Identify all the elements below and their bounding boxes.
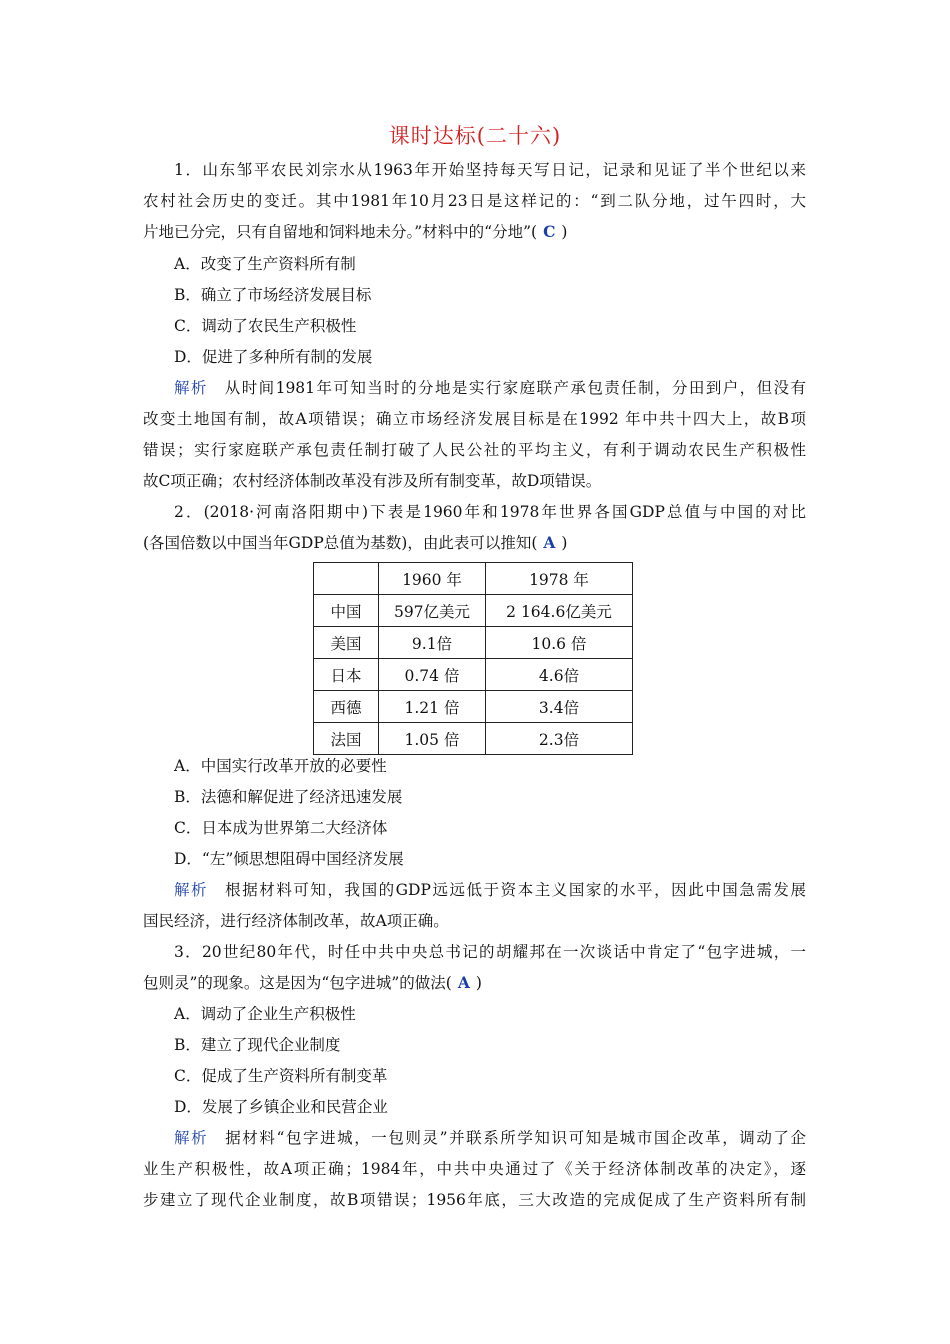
table-header-cell: 1960 年 [379, 563, 486, 595]
q2-answer: A [543, 533, 556, 552]
table-cell: 4.6倍 [486, 659, 633, 691]
q1-stem-line-1: 1．山东邹平农民刘宗水从1963年开始坚持每天写日记，记录和见证了半个世纪以来 [174, 161, 806, 179]
table-header-row [314, 563, 633, 595]
q3-analysis-line-1 [174, 1127, 806, 1149]
table-row [314, 627, 633, 659]
q3-analysis-text-1: 据材料“包字进城，一包则灵”并联系所学知识可知是城市国企改革，调动了企 [225, 1129, 806, 1147]
table-cell: 9.1倍 [379, 627, 486, 659]
q2-analysis-line-1 [174, 879, 806, 901]
table-cell: 0.74 倍 [379, 659, 486, 691]
table-cell: 1.21 倍 [379, 691, 486, 723]
q3-analysis-line-2: 业生产积极性，故A项正确；1984年，中共中央通过了《关于经济体制改革的决定》，逐 [143, 1160, 806, 1178]
q3-analysis-tag: 解析 [174, 1129, 209, 1147]
q1-analysis-tag: 解析 [174, 379, 208, 397]
table-cell: 法国 [314, 723, 379, 755]
q3-stem-line-1: 3．20世纪80年代，时任中共中央总书记的胡耀邦在一次谈话中肯定了“包字进城，一 [174, 943, 806, 961]
table-cell: 3.4倍 [486, 691, 633, 723]
table-cell: 10.6 倍 [486, 627, 633, 659]
q1-stem-text: 片地已分完，只有自留地和饲料地未分。”材料中的“分地”( [143, 223, 538, 241]
q1-option-a: A．改变了生产资料所有制 [174, 255, 356, 273]
table-cell: 2.3倍 [486, 723, 633, 755]
q2-option-b: B．法德和解促进了经济迅速发展 [174, 788, 403, 806]
q3-analysis-line-3: 步建立了现代企业制度，故B项错误；1956年底，三大改造的完成促成了生产资料所有制 [143, 1191, 806, 1209]
q1-analysis-line-1 [174, 377, 806, 399]
q3-option-c: C．促成了生产资料所有制变革 [174, 1067, 388, 1085]
q3-stem-text: 包则灵”的现象。这是因为“包字进城”的做法( [143, 974, 452, 992]
table-cell: 1.05 倍 [379, 723, 486, 755]
q3-close-paren: ) [475, 974, 482, 992]
q1-option-d: D．促进了多种所有制的发展 [174, 348, 373, 366]
page-title: 课时达标(二十六) [388, 124, 562, 148]
table-cell: 日本 [314, 659, 379, 691]
table-header-cell: 1978 年 [486, 563, 633, 595]
q1-analysis-line-2: 改变土地国有制，故A项错误；确立市场经济发展目标是在1992 年中共十四大上，故B项 [143, 410, 806, 428]
table-cell: 中国 [314, 595, 379, 627]
q1-stem-line-3 [143, 221, 567, 243]
q1-answer: C [543, 222, 556, 241]
q3-option-a: A．调动了企业生产积极性 [174, 1005, 356, 1023]
q2-stem-text: (各国倍数以中国当年GDP总值为基数)，由此表可以推知( [143, 534, 538, 552]
q2-option-c: C．日本成为世界第二大经济体 [174, 819, 388, 837]
q2-option-a: A．中国实行改革开放的必要性 [174, 757, 387, 775]
table-cell: 美国 [314, 627, 379, 659]
q1-stem-line-2: 农村社会历史的变迁。其中1981年10月23日是这样记的：“到二队分地，过午四时，大 [143, 192, 806, 210]
q1-close-paren: ) [561, 223, 568, 241]
table-header-cell [314, 563, 379, 595]
q2-close-paren: ) [561, 534, 568, 552]
q1-analysis-text-1: 从时间1981年可知当时的分地是实行家庭联产承包责任制，分田到户，但没有 [224, 379, 806, 397]
table-row [314, 691, 633, 723]
q1-analysis-line-3: 错误；实行家庭联产承包责任制打破了人民公社的平均主义，有利于调动农民生产积极性 [143, 441, 806, 459]
q1-analysis-line-4: 故C项正确；农村经济体制改革没有涉及所有制变革，故D项错误。 [143, 472, 602, 490]
q3-stem-line-2 [143, 972, 482, 994]
q2-analysis-tag: 解析 [174, 881, 209, 899]
q2-analysis-text-1: 根据材料可知，我国的GDP远远低于资本主义国家的水平，因此中国急需发展 [225, 881, 806, 899]
table-cell: 597亿美元 [379, 595, 486, 627]
q3-answer: A [457, 973, 470, 992]
q2-stem-line-1: 2．(2018·河南洛阳期中)下表是1960年和1978年世界各国GDP总值与中国的对比 [174, 503, 806, 521]
q1-option-b: B．确立了市场经济发展目标 [174, 286, 372, 304]
q1-option-c: C．调动了农民生产积极性 [174, 317, 357, 335]
gdp-comparison-table [313, 562, 633, 755]
q3-option-d: D．发展了乡镇企业和民营企业 [174, 1098, 388, 1116]
table-row [314, 595, 633, 627]
q2-option-d: D．“左”倾思想阻碍中国经济发展 [174, 850, 404, 868]
table-row [314, 723, 633, 755]
table-cell: 西德 [314, 691, 379, 723]
table-cell: 2 164.6亿美元 [486, 595, 633, 627]
q2-stem-line-2 [143, 532, 567, 554]
q3-option-b: B．建立了现代企业制度 [174, 1036, 341, 1054]
table-row [314, 659, 633, 691]
q2-analysis-line-2: 国民经济，进行经济体制改革，故A项正确。 [143, 912, 449, 930]
